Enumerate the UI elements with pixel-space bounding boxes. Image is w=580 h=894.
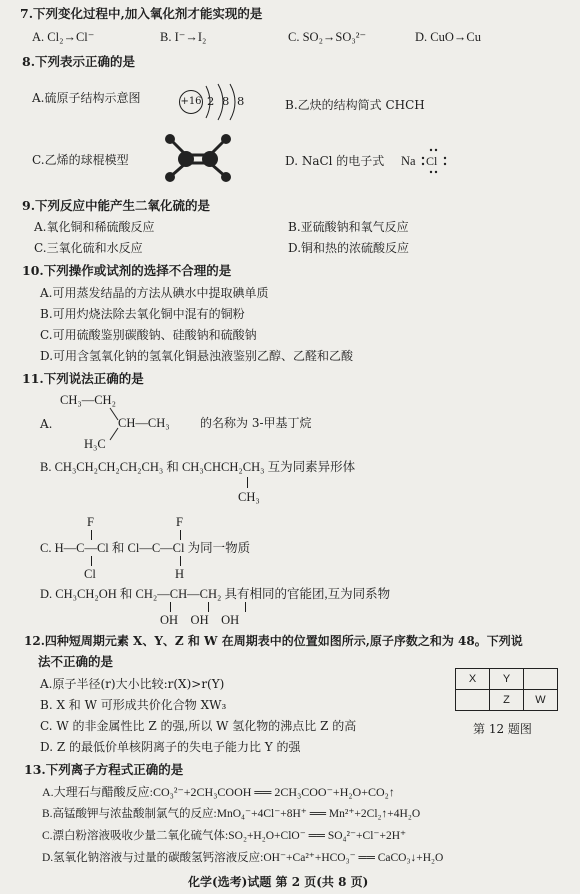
q11-stem: 11.下列说法正确的是: [22, 371, 144, 386]
q9-option-a: A.氧化铜和稀硫酸反应: [34, 220, 155, 234]
q11a-top: CH₃—CH₂: [60, 393, 116, 407]
q8-option-c: C.乙烯的球棍模型: [32, 153, 129, 167]
q8-option-d: D. NaCl 的电子式: [285, 154, 385, 168]
ethylene-ball-stick-model: [162, 133, 242, 189]
q12-stem-1: 12.四种短周期元素 X、Y、Z 和 W 在周期表中的位置如图所示,原子序数之和为 48。下列说: [24, 634, 523, 648]
figure-caption: 第 12 题图: [473, 722, 532, 736]
q13-option-c: C.漂白粉溶液吸收少量二氧化硫气体:SO₂+H₂O+ClO⁻ ══ SO₄²⁻+Cl⁻+2H⁺: [42, 830, 407, 842]
q13-option-a: A.大理石与醋酸反应:CO₃²⁻+2CH₃COOH ══ 2CH₃COO⁻+H₂O+CO₂↑: [42, 785, 395, 799]
grid-cell: X: [456, 669, 490, 690]
q13-option-d: D.氢氧化钠溶液与过量的碳酸氢钙溶液反应:OH⁻+Ca²⁺+HCO₃⁻ ══ CaCO₃↓+H₂O: [42, 852, 444, 864]
q11-option-c: C. H—C—Cl 和 Cl—C—Cl 为同一物质: [40, 541, 251, 555]
q11a-text: 的名称为 3-甲基丁烷: [200, 416, 312, 430]
q7-option-a: A. Cl₂→Cl⁻: [32, 30, 95, 44]
shell-electrons: 2 8 8: [207, 94, 247, 108]
q13-option-b: B.高锰酸钾与浓盐酸制氯气的反应:MnO₄⁻+4Cl⁻+8H⁺ ══ Mn²⁺+2Cl₂↑+4H₂O: [42, 808, 421, 820]
q10-option-c: C.可用硫酸鉴别碳酸钠、硅酸钠和硫酸钠: [40, 328, 257, 342]
q11c-f1: F: [87, 515, 94, 529]
q11d-bond-3: [245, 602, 246, 612]
q11c-h: H: [175, 567, 185, 581]
q8-stem: 8.下列表示正确的是: [22, 54, 136, 69]
q7-option-d: D. CuO→Cu: [415, 30, 481, 44]
q9-option-d: D.铜和热的浓硫酸反应: [288, 241, 410, 255]
q8-option-a: A.硫原子结构示意图: [32, 91, 141, 105]
q12-option-b: B. X 和 W 可形成共价化合物 XW₃: [40, 698, 227, 712]
q7-option-c: C. SO₂→SO₃²⁻: [288, 30, 367, 44]
grid-cell: [456, 690, 490, 711]
q10-stem: 10.下列操作或试剂的选择不合理的是: [22, 263, 232, 278]
q7-option-b: B. I⁻→I₂: [160, 30, 207, 44]
q11a-mid: CH—CH₃: [118, 416, 170, 430]
q11b-bond: [247, 477, 248, 488]
q11d-bond-2: [208, 602, 209, 612]
grid-cell: Y: [490, 669, 524, 690]
q13-stem: 13.下列离子方程式正确的是: [24, 762, 184, 777]
q11d-bond-1: [170, 602, 171, 612]
q10-option-d: D.可用含氢氧化钠的氢氧化铜悬浊液鉴别乙醇、乙醛和乙酸: [40, 349, 354, 363]
q11c-cl: Cl: [84, 567, 96, 581]
grid-cell: [524, 669, 558, 690]
q11-option-b: B. CH₃CH₂CH₂CH₂CH₃ 和 CH₃CHCH₂CH₃ 互为同素异形体: [40, 460, 356, 474]
q12-option-d: D. Z 的最低价单核阴离子的失电子能力比 Y 的强: [40, 740, 301, 754]
q11c-bond-2: [180, 530, 181, 540]
nacl-na: Na: [401, 154, 416, 168]
q11c-f2: F: [176, 515, 183, 529]
electron-dots: [421, 147, 451, 177]
q9-option-b: B.亚硫酸钠和氧气反应: [288, 220, 409, 234]
q9-stem: 9.下列反应中能产生二氧化硫的是: [22, 198, 211, 213]
q10-option-a: A.可用蒸发结晶的方法从碘水中提取碘单质: [40, 286, 269, 300]
q11a-bot: H₃C: [84, 437, 106, 451]
grid-cell: W: [524, 690, 558, 711]
q11b-branch: CH₃: [238, 490, 260, 504]
q8-option-b: B.乙炔的结构简式 CHCH: [285, 98, 425, 112]
nacl-cl: Cl: [426, 154, 438, 168]
periodic-table-fragment: [455, 668, 558, 711]
q7-stem: 7.下列变化过程中,加入氧化剂才能实现的是: [20, 6, 263, 21]
q11c-bond-4: [180, 556, 181, 566]
q12-stem-2: 法不正确的是: [38, 654, 114, 669]
grid-cell: Z: [490, 690, 524, 711]
q12-option-a: A.原子半径(r)大小比较:r(X)>r(Y): [40, 677, 225, 691]
q11d-oh: OH OH OH: [160, 613, 240, 627]
q11c-bond-3: [91, 556, 92, 566]
q11c-bond-1: [91, 530, 92, 540]
q11a-label: A.: [40, 417, 53, 431]
page-footer: 化学(选考)试题 第 2 页(共 8 页): [188, 875, 369, 889]
q10-option-b: B.可用灼烧法除去氧化铜中混有的铜粉: [40, 307, 245, 321]
q12-option-c: C. W 的非金属性比 Z 的强,所以 W 氢化物的沸点比 Z 的高: [40, 719, 357, 733]
q11-option-d: D. CH₃CH₂OH 和 CH₂—CH—CH₂ 具有相同的官能团,互为同系物: [40, 587, 391, 601]
q9-option-c: C.三氧化硫和水反应: [34, 241, 143, 255]
nucleus: +16: [179, 90, 203, 114]
